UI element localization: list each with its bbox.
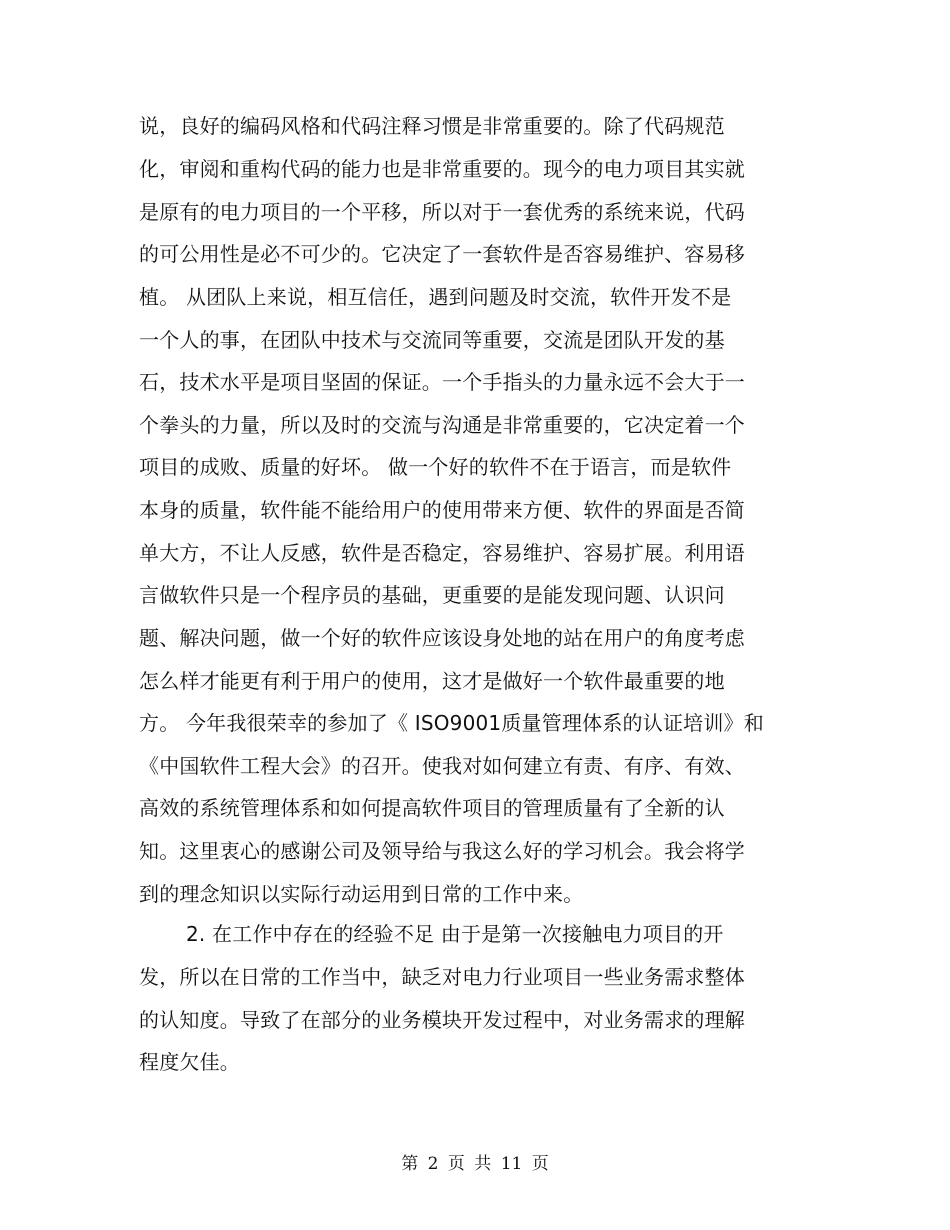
body-text-line: 题、解决问题，做一个好的软件应该设身处地的站在用户的角度考虑 (139, 626, 745, 650)
page-number-footer: 第 2 页 共 11 页 (401, 1154, 549, 1174)
body-text-line: 植。 从团队上来说，相互信任，遇到问题及时交流，软件开发不是 (139, 285, 732, 309)
body-text-line: 说，良好的编码风格和代码注释习惯是非常重要的。除了代码规范 (139, 114, 725, 138)
body-text-line: 石，技术水平是项目坚固的保证。一个手指头的力量永远不会大于一 (139, 370, 745, 394)
body-text-line: 项目的成败、质量的好坏。 做一个好的软件不在于语言，而是软件 (139, 455, 732, 479)
body-text-line: 到的理念知识以实际行动运用到日常的工作中来。 (139, 882, 584, 906)
body-text-line: 的可公用性是必不可少的。它决定了一套软件是否容易维护、容易移 (139, 242, 745, 266)
body-text-line: 《中国软件工程大会》的召开。使我对如何建立有责、有序、有效、 (139, 754, 745, 778)
body-text-line: 个拳头的力量，所以及时的交流与沟通是非常重要的，它决定着一个 (139, 413, 745, 437)
body-text-line: 本身的质量，软件能不能给用户的使用带来方便、软件的界面是否简 (139, 498, 745, 522)
body-text-line: 是原有的电力项目的一个平移，所以对于一套优秀的系统来说，代码 (139, 200, 745, 224)
body-text-line: 知。这里衷心的感谢公司及领导给与我这么好的学习机会。我会将学 (139, 839, 745, 863)
body-text-line: 怎么样才能更有利于用户的使用，这才是做好一个软件最重要的地 (139, 669, 725, 693)
body-text-line: 方。 今年我很荣幸的参加了《 ISO9001质量管理体系的认证培训》和 (139, 711, 764, 735)
body-text-line: 单大方，不让人反感，软件是否稳定，容易维护、容易扩展。利用语 (139, 541, 745, 565)
body-text-line: 的认知度。导致了在部分的业务模块开发过程中，对业务需求的理解 (139, 1008, 745, 1032)
body-text-line: 发，所以在日常的工作当中，缺乏对电力行业项目一些业务需求整体 (139, 965, 745, 989)
body-text-line: 一个人的事，在团队中技术与交流同等重要，交流是团队开发的基 (139, 328, 725, 352)
body-text-line: 程度欠佳。 (139, 1050, 240, 1074)
body-text-line: 高效的系统管理体系和如何提高软件项目的管理质量有了全新的认 (139, 796, 725, 820)
body-text-line: 言做软件只是一个程序员的基础，更重要的是能发现问题、认识问 (139, 583, 725, 607)
section-heading-line: 2. 在工作中存在的经验不足 由于是第一次接触电力项目的开 (186, 922, 724, 946)
body-text-line: 化，审阅和重构代码的能力也是非常重要的。现今的电力项目其实就 (139, 157, 745, 181)
